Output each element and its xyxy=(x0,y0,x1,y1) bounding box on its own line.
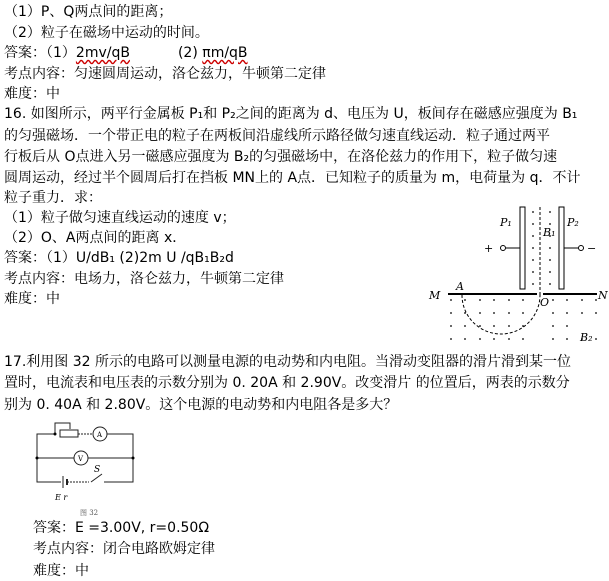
q17-topics: 考点内容：闭合电路欧姆定律 xyxy=(33,541,215,557)
label-m: M xyxy=(429,289,441,302)
label-b2: B₂ xyxy=(580,331,593,344)
q17-line: 置时，电流表和电压表的示数分别为 0. 20A 和 2.90V。改变滑片 的位置后，两表的示数分 xyxy=(4,375,570,391)
q16-part2: （2）O、A两点间的距离 x． xyxy=(4,230,187,246)
label-plus: + xyxy=(484,242,494,255)
q15-topics: 考点内容：匀速圆周运动，洛仑兹力，牛顿第二定律 xyxy=(4,66,326,82)
q15-difficulty: 难度：中 xyxy=(4,86,60,102)
q16-line: 粒子重力．求： xyxy=(4,190,102,206)
q17-answer: 答案：E =3.00V, r=0.50Ω xyxy=(33,520,210,536)
rheostat-slider xyxy=(55,423,70,434)
switch-label: S xyxy=(94,465,101,475)
voltmeter-label: V xyxy=(78,455,84,463)
q16-line: 的匀强磁场．一个带正电的粒子在两板间沿虚线所示路径做匀速直线运动．粒子通过两平 xyxy=(4,128,550,144)
rheostat xyxy=(60,430,78,437)
label-o: O xyxy=(540,296,550,309)
label-p2: P₂ xyxy=(567,216,579,229)
q15-part2: （2）粒子在磁场中运动的时间。 xyxy=(4,25,209,41)
q16-part1: （1）粒子做匀速直线运动的速度 v； xyxy=(4,210,236,226)
q15-answer: 答案：（1）2mv/qB (2) πm/qB xyxy=(4,45,248,61)
q17-line: 别为 0. 40A 和 2.80V。这个电源的电动势和内电阻各是多大？ xyxy=(4,397,398,413)
q16-answer: 答案：（1）U/dB₁ (2)2m U /qB₁B₂d xyxy=(4,250,234,266)
q16-line: 行板后从 O点进入另一磁感应强度为 B₂的匀强磁场中，在洛伦兹力的作用下，粒子做匀速 xyxy=(4,149,558,165)
q17-difficulty: 难度：中 xyxy=(33,563,89,579)
label-a: A xyxy=(456,280,464,293)
switch-s xyxy=(91,474,102,482)
q15-answer2: πm/qB xyxy=(202,45,248,61)
q15-part1: （1）P、Q两点间的距离； xyxy=(4,4,173,20)
q15-answer1: 2mv/qB xyxy=(75,45,130,61)
q17-line: 17.利用图 32 所示的电路可以测量电源的电动势和内电阻。当滑动变阻器的滑片滑到某一位 xyxy=(4,354,571,370)
ammeter-label: A xyxy=(97,431,103,439)
q16-line: 16. 如图所示，两平行金属板 P₁和 P₂之间的距离为 d、电压为 U，板间存在磁感应强度为 B₁ xyxy=(4,106,578,122)
label-n: N xyxy=(598,289,608,302)
label-minus: − xyxy=(587,242,597,255)
label-b1: B₁ xyxy=(543,226,556,239)
q16-difficulty: 难度：中 xyxy=(4,291,60,307)
battery-label: E r xyxy=(55,493,68,502)
q16-line: 圆周运动，经过半个圆周后打在挡板 MN上的 A点．已知粒子的质量为 m，电荷量为 q．不计 xyxy=(4,170,581,186)
label-p1: P₁ xyxy=(500,216,512,229)
figure-caption: 图 32 xyxy=(80,509,99,517)
q16-topics: 考点内容：电场力，洛仑兹力，牛顿第二定律 xyxy=(4,271,284,287)
